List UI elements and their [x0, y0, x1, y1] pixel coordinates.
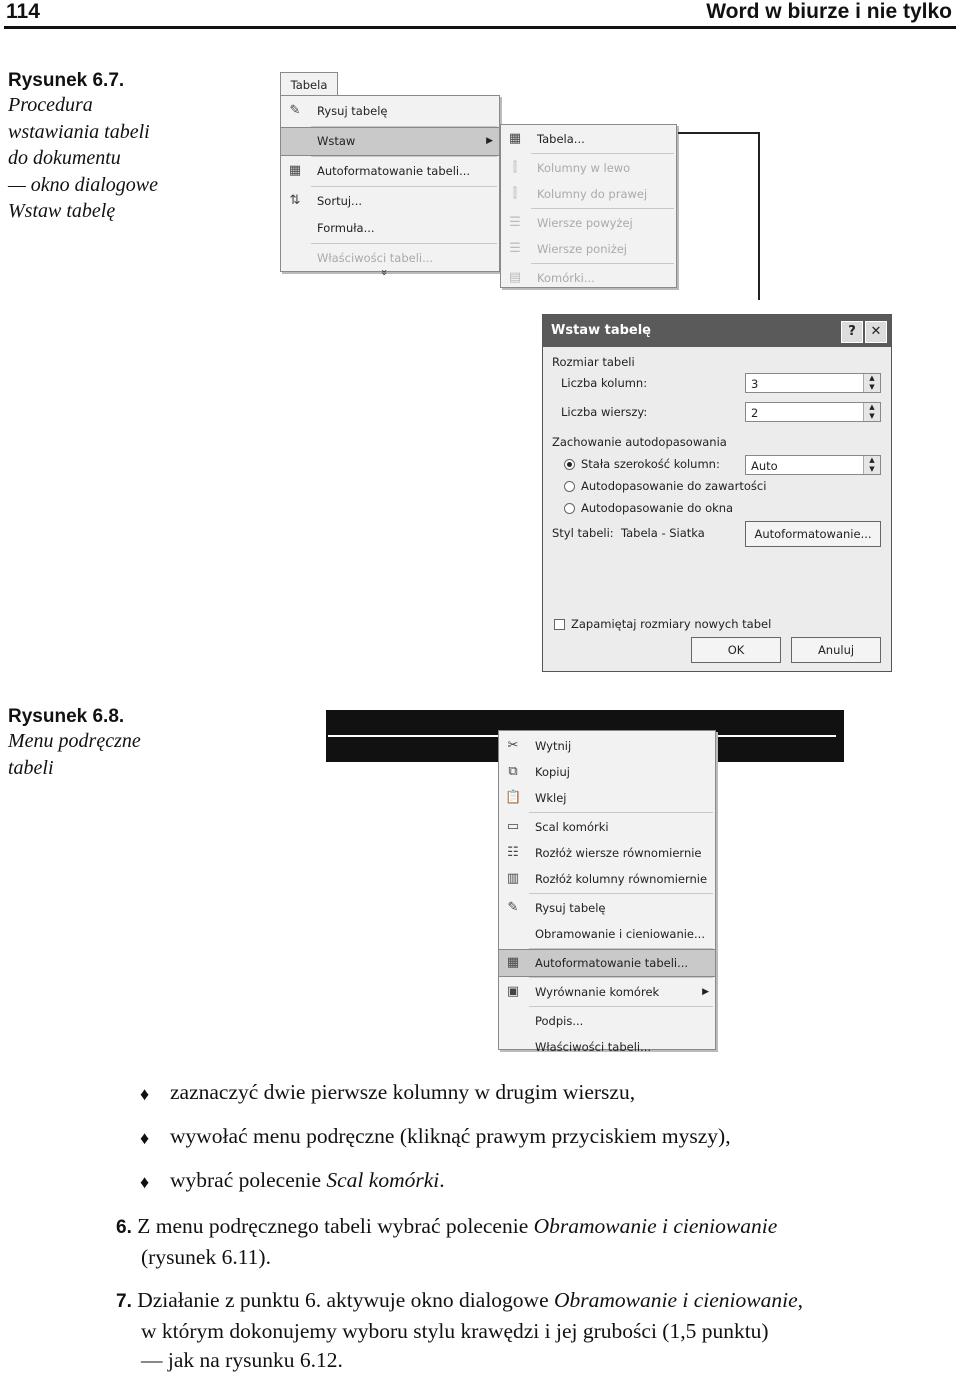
- menu-item-label: Autoformatowanie tabeli...: [535, 956, 689, 970]
- fixed-width-value: Auto: [751, 459, 778, 473]
- insert-rows-below-icon: ☰: [509, 241, 521, 256]
- menu-item-2[interactable]: [499, 759, 715, 785]
- menu-item-label: Kolumny w lewo: [537, 161, 631, 175]
- radio-autofit-content-label: Autodopasowanie do zawartości: [581, 479, 767, 493]
- submenu-arrow-icon: ▶: [486, 136, 493, 146]
- menu-separator: [531, 208, 674, 209]
- menu-item-label: Rozłóż wiersze równomiernie: [535, 846, 702, 860]
- menu-item-label: Tabela...: [537, 132, 585, 146]
- pencil-icon: ✎: [289, 103, 301, 118]
- menu-item-label: Sortuj...: [317, 194, 363, 208]
- page-number: 114: [6, 0, 40, 23]
- menu-separator: [529, 812, 713, 813]
- table-border-left: [324, 710, 326, 762]
- figure1-label: Rysunek 6.7.: [8, 70, 125, 91]
- menu-item-label: Rozłóż kolumny równomiernie: [535, 872, 708, 886]
- menu-separator: [311, 243, 497, 244]
- bullet-text: zaznaczyć dwie pierwsze kolumny w drugim wierszu,: [170, 1080, 636, 1104]
- pencil-icon: ✎: [507, 900, 519, 915]
- remember-sizes-checkbox[interactable]: [554, 619, 565, 630]
- radio-autofit-content[interactable]: [564, 481, 575, 492]
- dialog-name: Obramowanie i cieniowanie: [554, 1288, 798, 1312]
- radio-fixed-width-label: Stała szerokość kolumn:: [581, 457, 720, 471]
- group-size-label: Rozmiar tabeli: [552, 355, 635, 369]
- menu-item-label: Wytnij: [535, 739, 572, 753]
- caption-line: Wstaw tabelę: [8, 200, 116, 222]
- caption-line: — okno dialogowe: [8, 173, 158, 196]
- menu-item-label: Wyrównanie komórek: [535, 985, 660, 999]
- spin-arrows-icon[interactable]: ▲ ▼: [863, 403, 880, 421]
- command-name: Obramowanie i cieniowanie: [533, 1214, 778, 1238]
- menu-item-label: Kolumny do prawej: [537, 187, 648, 201]
- menu-item-label: Wklej: [535, 791, 567, 805]
- paste-icon: 📋: [505, 790, 522, 805]
- figure2-screenshot: [318, 706, 853, 1056]
- menu-item-6[interactable]: [281, 245, 499, 272]
- menu-separator: [529, 977, 713, 978]
- step-number: 6.: [116, 1217, 132, 1238]
- sort-az-icon: ⇅: [289, 193, 301, 208]
- style-label: Styl tabeli:: [552, 526, 614, 540]
- table-menu: [280, 95, 500, 276]
- insert-cells-icon: ▤: [508, 270, 522, 285]
- menu-item-11[interactable]: [499, 1008, 715, 1034]
- step-number: 7.: [116, 1291, 132, 1312]
- menu-separator: [531, 263, 674, 264]
- header-rule: [4, 26, 956, 29]
- connector-line: [678, 132, 760, 134]
- connector-line-vertical: [758, 132, 760, 300]
- diamond-bullet-icon: ♦: [140, 1084, 150, 1104]
- figure2-label: Rysunek 6.8.: [8, 706, 125, 727]
- insert-rows-above-icon: ☰: [509, 215, 521, 230]
- menu-item-label: Wiersze poniżej: [537, 242, 628, 256]
- radio-autofit-window[interactable]: [564, 503, 575, 514]
- menu-item-label: Formuła...: [317, 221, 375, 235]
- autoformat-button[interactable]: Autoformatowanie...: [745, 521, 881, 547]
- dialog-title: Wstaw tabelę: [543, 315, 891, 347]
- bullet-text: wywołać menu podręczne (kliknąć prawym przyciskiem myszy),: [170, 1124, 731, 1148]
- spin-arrows-icon[interactable]: ▲ ▼: [863, 456, 880, 474]
- distribute-rows-icon: ☷: [507, 845, 519, 860]
- step-6: 6. Z menu podręcznego tabeli wybrać polecenie Obramowanie i cieniowanie (rysunek 6.11).: [116, 1214, 778, 1269]
- cancel-button[interactable]: Anuluj: [791, 637, 881, 663]
- table-icon: ▦: [508, 131, 522, 146]
- diamond-bullet-icon: ♦: [140, 1128, 150, 1148]
- columns-spinner[interactable]: [745, 373, 881, 393]
- menu-item-label: Rysuj tabelę: [535, 901, 606, 915]
- menu-item-3[interactable]: [281, 158, 499, 185]
- menu-separator: [529, 948, 713, 949]
- radio-fixed-width[interactable]: [564, 459, 575, 470]
- copy-icon: ⧉: [508, 764, 518, 779]
- table-context-menu: [498, 730, 716, 1054]
- menu-item-label: Podpis...: [535, 1014, 584, 1028]
- menu-separator: [529, 1006, 713, 1007]
- insert-table-dialog: [542, 314, 892, 672]
- radio-autofit-window-label: Autodopasowanie do okna: [581, 501, 734, 515]
- menu-item-label: Wstaw: [317, 134, 356, 148]
- bullet-text: wybrać polecenie Scal komórki.: [170, 1168, 445, 1192]
- menu-item-5[interactable]: [501, 236, 676, 262]
- caption-line: Menu podręczne: [8, 730, 141, 752]
- menu-item-label: Właściwości tabeli...: [317, 251, 434, 265]
- insert-columns-left-icon: ⫿: [512, 160, 518, 175]
- menu-item-label: Obramowanie i cieniowanie...: [535, 927, 705, 941]
- insert-columns-right-icon: ⫿: [512, 186, 518, 201]
- rows-spinner[interactable]: [745, 402, 881, 422]
- menu-item-8[interactable]: [499, 921, 715, 947]
- menu-item-label: Kopiuj: [535, 765, 570, 779]
- close-icon[interactable]: ✕: [865, 321, 887, 343]
- menu-separator: [529, 893, 713, 894]
- menu-item-1[interactable]: [501, 126, 676, 152]
- menu-separator: [531, 153, 674, 154]
- menu-item-label: Wiersze powyżej: [537, 216, 633, 230]
- running-header-title: Word w biurze i nie tylko: [706, 0, 952, 23]
- menu-item-12[interactable]: [499, 1034, 715, 1060]
- spin-arrows-icon[interactable]: ▲ ▼: [863, 374, 880, 392]
- menu-item-1[interactable]: [281, 98, 499, 125]
- menu-item-2[interactable]: [281, 128, 499, 155]
- bullet-item: [140, 1080, 940, 1108]
- scissors-icon: ✂: [507, 738, 519, 753]
- rows-value: 2: [751, 406, 759, 420]
- merge-cells-icon: ▭: [506, 819, 520, 834]
- menu-item-4[interactable]: [501, 210, 676, 236]
- rows-label: Liczba wierszy:: [561, 405, 648, 419]
- menu-separator: [311, 186, 497, 187]
- style-value: Tabela - Siatka: [621, 526, 705, 540]
- submenu-arrow-icon: ▶: [702, 987, 709, 997]
- menu-item-7[interactable]: [499, 895, 715, 921]
- fixed-width-spinner[interactable]: [745, 455, 881, 475]
- figure1-caption-text: [8, 92, 158, 225]
- caption-line: wstawiania tabeli: [8, 120, 150, 143]
- menu-item-label: Właściwości tabeli...: [535, 1040, 652, 1054]
- table-autoformat-icon: ▦: [506, 955, 520, 970]
- group-autofit-label: Zachowanie autodopasowania: [552, 435, 727, 449]
- menu-item-2[interactable]: [501, 155, 676, 181]
- menu-item-1[interactable]: [499, 733, 715, 759]
- menu-item-5[interactable]: [281, 215, 499, 242]
- menu-item-label: Komórki...: [537, 271, 595, 285]
- menu-item-6[interactable]: [501, 265, 676, 291]
- menu-item-10[interactable]: [499, 979, 715, 1005]
- distribute-columns-icon: ▥: [506, 871, 520, 886]
- figure1-screenshot: [278, 70, 898, 675]
- figure2-caption-text: [8, 728, 141, 781]
- menu-item-4[interactable]: [499, 814, 715, 840]
- menu-item-4[interactable]: [281, 188, 499, 215]
- menu-item-label: Scal komórki: [535, 820, 609, 834]
- caption-line: do dokumentu: [8, 147, 121, 169]
- diamond-bullet-icon: ♦: [140, 1172, 150, 1192]
- bullet-item: [140, 1168, 940, 1196]
- remember-sizes-label: Zapamiętaj rozmiary nowych tabel: [571, 617, 772, 631]
- menu-bar-tabela[interactable]: Tabela: [280, 72, 338, 97]
- figure1-caption: [8, 70, 158, 225]
- menu-item-3[interactable]: [501, 181, 676, 207]
- menu-separator: [311, 156, 497, 157]
- expand-menu-icon[interactable]: »: [377, 269, 391, 276]
- bullet-item: [140, 1124, 940, 1152]
- step-7: 7. Działanie z punktu 6. aktywuje okno dialogowe Obramowanie i cieniowanie, w którym dokonujemy wyboru stylu krawędzi i jej grubości (1,5 punktu) — jak na rysunku 6.12.: [116, 1288, 804, 1372]
- figure2-caption: [8, 706, 141, 781]
- table-autoformat-icon: ▦: [288, 163, 302, 178]
- menu-item-label: Rysuj tabelę: [317, 104, 388, 118]
- help-icon[interactable]: ?: [841, 321, 863, 343]
- menu-item-9[interactable]: [499, 950, 715, 976]
- caption-line: tabeli: [8, 756, 54, 779]
- columns-label: Liczba kolumn:: [561, 376, 648, 390]
- caption-line: Procedura: [8, 94, 93, 116]
- menu-separator: [311, 126, 497, 127]
- ok-button[interactable]: OK: [691, 637, 781, 663]
- insert-submenu: [500, 124, 677, 288]
- columns-value: 3: [751, 377, 759, 391]
- cell-alignment-icon: ▣: [506, 984, 520, 999]
- command-name: Scal komórki: [326, 1168, 440, 1192]
- menu-item-label: Autoformatowanie tabeli...: [317, 164, 471, 178]
- menu-item-3[interactable]: [499, 785, 715, 811]
- menu-item-6[interactable]: [499, 866, 715, 892]
- menu-item-5[interactable]: [499, 840, 715, 866]
